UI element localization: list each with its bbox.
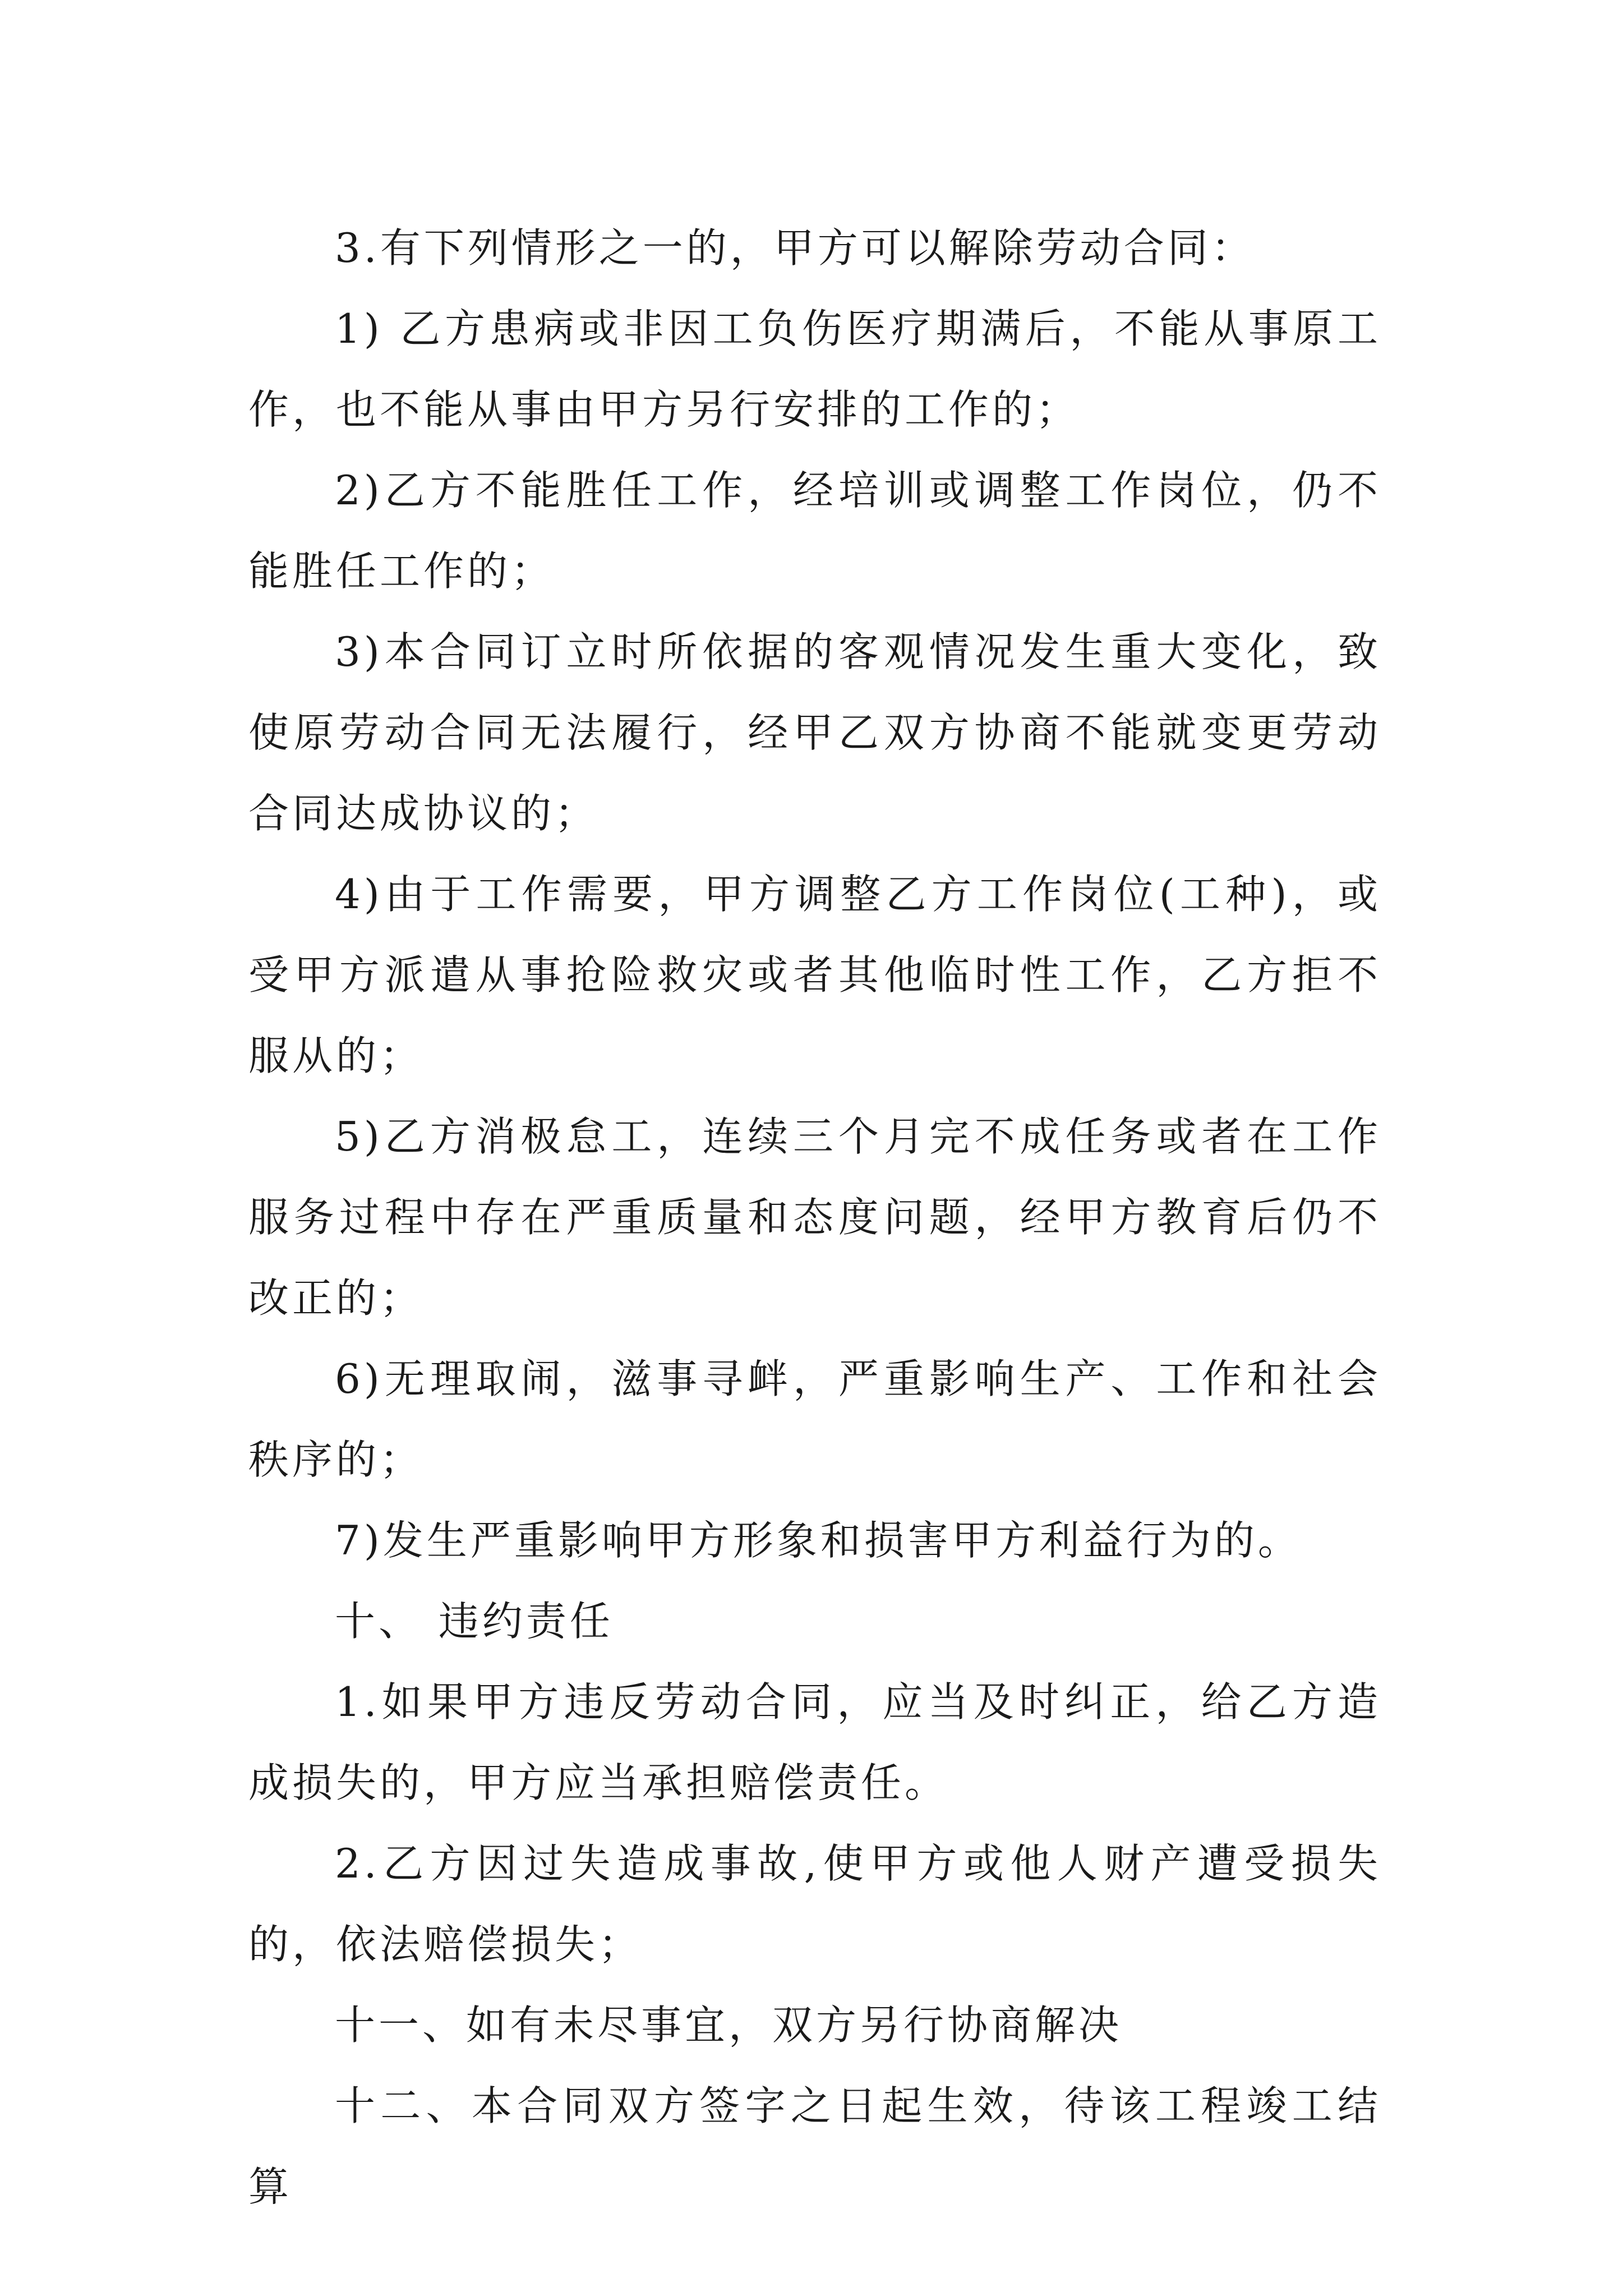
section-10-heading: 十、 违约责任 bbox=[335, 1598, 614, 1645]
section-10-item-2: 2.乙方因过失造成事故,使甲方或他人财产遭受损失的，依法赔偿损失； bbox=[248, 1840, 1381, 1968]
section-11: 十一、如有未尽事宜，双方另行协商解决 bbox=[335, 2001, 1123, 2049]
clause-3-item-1: 1) 乙方患病或非因工负伤医疗期满后，不能从事原工作，也不能从事由甲方另行安排的工作的； bbox=[248, 305, 1381, 433]
clause-3-item-2: 2)乙方不能胜任工作，经培训或调整工作岗位，仍不能胜任工作的； bbox=[248, 467, 1381, 595]
section-12: 十二、本合同双方签字之日起生效，待该工程竣工结算 bbox=[248, 2082, 1381, 2210]
clause-3-item-4: 4)由于工作需要，甲方调整乙方工作岗位(工种)，或受甲方派遣从事抢险救灾或者其他临时性工作，乙方拒不服从的； bbox=[248, 871, 1381, 1079]
clause-3-heading: 3.有下列情形之一的，甲方可以解除劳动合同： bbox=[335, 224, 1255, 272]
clause-3-item-7: 7)发生严重影响甲方形象和损害甲方利益行为的。 bbox=[335, 1517, 1302, 1564]
clause-3-item-5: 5)乙方消极怠工，连续三个月完不成任务或者在工作服务过程中存在严重质量和态度问题，经甲方教育后仍不改正的； bbox=[248, 1113, 1381, 1322]
clause-3-item-6: 6)无理取闹，滋事寻衅，严重影响生产、工作和社会秩序的； bbox=[248, 1355, 1381, 1483]
section-10-item-1: 1.如果甲方违反劳动合同，应当及时纠正，给乙方造成损失的，甲方应当承担赔偿责任。 bbox=[248, 1678, 1381, 1806]
clause-3-item-3: 3)本合同订立时所依据的客观情况发生重大变化，致使原劳动合同无法履行，经甲乙双方协商不能就变更劳动合同达成协议的； bbox=[248, 628, 1381, 837]
document-body bbox=[248, 208, 1381, 2227]
